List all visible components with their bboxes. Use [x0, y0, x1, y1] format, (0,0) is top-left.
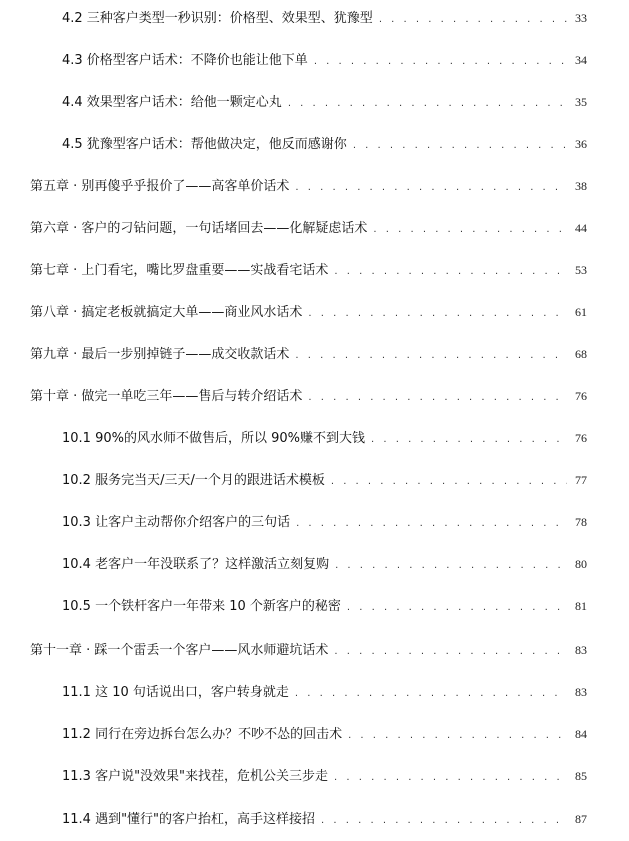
- toc-entry-title: 第十一章 · 踩一个雷丢一个客户——风水师避坑话术: [30, 643, 329, 658]
- toc-entry-page: 36: [575, 137, 587, 151]
- toc-entry[interactable]: [62, 133, 587, 155]
- dot-leader: [334, 641, 567, 663]
- dot-leader: [335, 555, 567, 577]
- dot-leader: [296, 513, 567, 535]
- dot-leader: [308, 387, 567, 409]
- toc-entry-title: 11.4 遇到"懂行"的客户抬杠，高手这样接招: [62, 812, 316, 827]
- toc-entry-title: 4.3 价格型客户话术：不降价也能让他下单: [62, 53, 308, 68]
- dot-leader: [348, 725, 567, 747]
- toc-entry-page: 33: [575, 11, 587, 25]
- toc-entry-page: 76: [575, 389, 587, 403]
- toc-entry-title: 10.2 服务完当天/三天/一个月的跟进话术模板: [62, 473, 325, 488]
- toc-entry-title: 第八章 · 搞定老板就搞定大单——商业风水话术: [30, 305, 303, 320]
- toc-entry-title: 第十章 · 做完一单吃三年——售后与转介绍话术: [30, 389, 303, 404]
- toc-entry[interactable]: [62, 595, 587, 617]
- toc-entry-title: 4.2 三种客户类型一秒识别：价格型、效果型、犹豫型: [62, 11, 373, 26]
- toc-entry-title: 10.4 老客户一年没联系了？这样激活立刻复购: [62, 557, 330, 572]
- toc-entry-title: 第九章 · 最后一步别掉链子——成交收款话术: [30, 347, 290, 362]
- toc-entry[interactable]: [62, 808, 587, 830]
- dot-leader: [371, 429, 567, 451]
- toc-entry-title: 11.3 客户说"没效果"来找茬，危机公关三步走: [62, 769, 329, 784]
- toc-entry-page: 68: [575, 347, 587, 361]
- dot-leader: [295, 683, 567, 705]
- toc-entry-page: 76: [575, 431, 587, 445]
- dot-leader: [334, 261, 567, 283]
- toc-entry[interactable]: [62, 469, 587, 491]
- toc-entry-title: 10.5 一个铁杆客户一年带来 10 个新客户的秘密: [62, 599, 341, 614]
- toc-entry[interactable]: [62, 553, 587, 575]
- toc-entry-page: 78: [575, 515, 587, 529]
- dot-leader: [314, 51, 567, 73]
- toc-entry[interactable]: [30, 217, 587, 239]
- toc-entry-page: 38: [575, 179, 587, 193]
- toc-entry-page: 85: [575, 769, 587, 783]
- toc-entry-page: 34: [575, 53, 587, 67]
- toc-entry[interactable]: [30, 175, 587, 197]
- toc-entry-title: 11.2 同行在旁边拆台怎么办？不吵不怂的回击术: [62, 727, 343, 742]
- toc-entry-title: 4.4 效果型客户话术：给他一颗定心丸: [62, 95, 282, 110]
- dot-leader: [295, 345, 567, 367]
- toc-entry-page: 53: [575, 263, 587, 277]
- toc-entry-title: 10.1 90%的风水师不做售后，所以 90%赚不到大钱: [62, 431, 365, 446]
- dot-leader: [373, 219, 567, 241]
- toc-entry-page: 35: [575, 95, 587, 109]
- toc-entry-page: 77: [575, 473, 587, 487]
- toc-entry-page: 83: [575, 685, 587, 699]
- dot-leader: [379, 9, 567, 31]
- toc-entry-title: 第五章 · 别再傻乎乎报价了——高客单价话术: [30, 179, 290, 194]
- toc-entry-page: 80: [575, 557, 587, 571]
- dot-leader: [353, 135, 567, 157]
- dot-leader: [331, 471, 567, 493]
- toc-entry[interactable]: [30, 639, 587, 661]
- toc-entry-page: 44: [575, 221, 587, 235]
- toc-entry-title: 10.3 让客户主动帮你介绍客户的三句话: [62, 515, 291, 530]
- dot-leader: [321, 810, 567, 832]
- toc-entry-page: 83: [575, 643, 587, 657]
- toc-entry[interactable]: [62, 723, 587, 745]
- toc-entry-title: 11.1 这 10 句话说出口，客户转身就走: [62, 685, 289, 700]
- toc-entry[interactable]: [62, 91, 587, 113]
- toc-entry[interactable]: [30, 343, 587, 365]
- toc-entry[interactable]: [62, 7, 587, 29]
- toc-entry-title: 第七章 · 上门看宅，嘴比罗盘重要——实战看宅话术: [30, 263, 329, 278]
- toc-entry[interactable]: [62, 765, 587, 787]
- toc-entry[interactable]: [62, 511, 587, 533]
- dot-leader: [347, 597, 567, 619]
- toc-entry-title: 第六章 · 客户的刁钻问题，一句话堵回去——化解疑虑话术: [30, 221, 368, 236]
- dot-leader: [308, 303, 567, 325]
- toc-entry[interactable]: [62, 427, 587, 449]
- dot-leader: [295, 177, 567, 199]
- toc-entry[interactable]: [62, 49, 587, 71]
- toc-entry[interactable]: [62, 681, 587, 703]
- toc-entry-page: 61: [575, 305, 587, 319]
- toc-entry-title: 4.5 犹豫型客户话术：帮他做决定，他反而感谢你: [62, 137, 347, 152]
- dot-leader: [334, 767, 567, 789]
- toc-entry-page: 84: [575, 727, 587, 741]
- toc-entry-page: 87: [575, 812, 587, 826]
- toc-entry-page: 81: [575, 599, 587, 613]
- toc-entry[interactable]: [30, 301, 587, 323]
- toc-entry[interactable]: [30, 385, 587, 407]
- toc-entry[interactable]: [30, 259, 587, 281]
- dot-leader: [288, 93, 567, 115]
